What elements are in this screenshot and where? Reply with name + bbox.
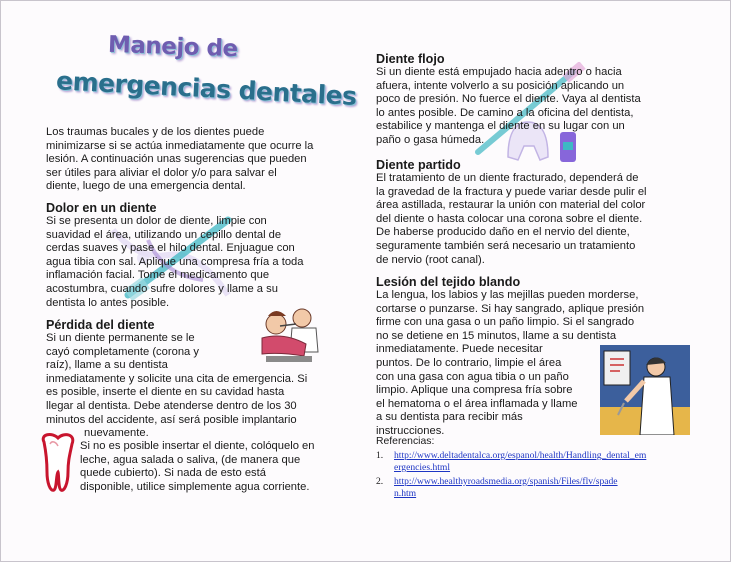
dolor-line: acostumbra, cuando sufre dolores y llame a su xyxy=(46,282,278,295)
partido-line: del diente o hasta colocar una corona sobre el diente. xyxy=(376,212,643,225)
intro-paragraph xyxy=(46,126,313,194)
dolor-line: suavidad el área, utilizando un cepillo dental de xyxy=(46,228,282,241)
intro-line: minimizarse si se actúa inmediatamente que ocurre la xyxy=(46,139,314,152)
perdida-line: nuevamente. xyxy=(84,427,149,439)
partido-line: De haberse producido daño en el nervio del diente, xyxy=(376,226,630,239)
reference-link-2[interactable]: http://www.healthyroadsmedia.org/spanish/Files/flv/spade xyxy=(394,476,618,487)
heading-flojo: Diente flojo xyxy=(376,52,445,66)
tejido-line: firme con una gasa o un paño limpio. Si el sangrado xyxy=(376,316,635,329)
perdida-line: inmediatamente y solicite una cita de emergencia. Si xyxy=(46,372,308,385)
dolor-paragraph xyxy=(46,215,303,310)
tejido-paragraph xyxy=(376,289,644,439)
tejido-line: el hematoma o el área inflamada y llame xyxy=(376,397,578,410)
perdida-paragraph-d xyxy=(80,440,314,494)
title-line-1: Manejo de xyxy=(107,31,239,63)
tooth-clipart-icon xyxy=(38,432,78,494)
references xyxy=(376,436,647,500)
flojo-line: estabilice y mantenga el diente en su lugar con un xyxy=(376,120,625,133)
flojo-paragraph xyxy=(376,66,641,148)
tejido-line: cortarse o punzarse. Si hay sangrado, aplique presión xyxy=(376,302,645,315)
dolor-line: cerdas suaves y pase el hilo dental. Enjuague con xyxy=(46,242,295,255)
flojo-line: afuera, intente volverlo a su posición aplicando un xyxy=(376,79,625,92)
intro-line: diente, luego de una emergencia dental. xyxy=(46,180,246,193)
tejido-line: instrucciones. xyxy=(376,424,445,437)
flojo-line: poco de presión. No fuerce el diente. Vaya al dentista xyxy=(376,93,641,106)
tejido-line: limpio. Aplique una compresa fría sobre xyxy=(376,384,573,397)
partido-line: la gravedad de la fractura y puede variar desde pulir el xyxy=(376,185,647,198)
reference-link-1-cont[interactable]: ergencies.html xyxy=(394,462,451,473)
perdida-line: raíz), llame a su dentista xyxy=(46,359,168,372)
partido-line: seguramente también será necesario un tratamiento xyxy=(376,239,636,252)
perdida-line: quede cubierto). Si nada de esto está xyxy=(80,467,266,480)
tejido-line: puntos. De lo contrario, limpie el área xyxy=(376,356,562,369)
heading-perdida: Pérdida del diente xyxy=(46,318,155,332)
dolor-line: Si se presenta un dolor de diente, limpie con xyxy=(46,215,267,227)
tejido-line: a su dentista para recibir más xyxy=(376,411,523,424)
tejido-line: no se detiene en 15 minutos, llame a su dentista xyxy=(376,329,617,342)
dolor-line: agua tibia con sal. Aplique una compresa fría a toda xyxy=(46,255,304,268)
perdida-line: es posible, inserte el diente en su cavidad hasta xyxy=(46,386,285,399)
flojo-line: Si un diente está empujado hacia adentro o hacia xyxy=(376,66,622,78)
reference-number: 1. xyxy=(376,450,384,461)
perdida-paragraph-c xyxy=(84,427,149,441)
tejido-line: inmediatamente. Puede necesitar xyxy=(376,343,543,356)
reference-link-1[interactable]: http://www.deltadentalca.org/espanol/health/Handling_dental_em xyxy=(394,450,647,461)
partido-line: El tratamiento de un diente fracturado, dependerá de xyxy=(376,172,639,184)
flojo-line: paño o gasa húmeda. xyxy=(376,133,485,146)
perdida-line: minutos del accidente, así será posible implantario xyxy=(46,413,297,426)
heading-partido: Diente partido xyxy=(376,158,461,172)
tejido-line: La lengua, los labios y las mejillas pueden morderse, xyxy=(376,289,639,301)
perdida-line: Si un diente permanente se le xyxy=(46,332,195,344)
heading-tejido: Lesión del tejido blando xyxy=(376,275,521,289)
reference-item xyxy=(376,476,618,500)
partido-paragraph xyxy=(376,172,647,267)
tejido-line: con una gasa con agua tibia o un paño xyxy=(376,370,569,383)
reference-link-2-cont[interactable]: n.htm xyxy=(394,488,417,499)
perdida-line: disponible, utilice simplemente agua corriente. xyxy=(80,480,310,493)
title-line-2: emergencias dentales xyxy=(55,66,358,111)
perdida-line: leche, agua salada o saliva, (de manera que xyxy=(80,453,301,466)
partido-line: área astillada, restaurar la unión con material del color xyxy=(376,199,646,212)
perdida-paragraph-a xyxy=(46,332,307,427)
dolor-line: inflamación facial. Tome el medicamento que xyxy=(46,269,270,282)
partido-line: de nervio (root canal). xyxy=(376,253,485,266)
reference-item xyxy=(376,450,647,474)
references-heading: Referencias: xyxy=(376,436,435,447)
intro-line: ser útiles para aliviar el dolor y/o para salvar el xyxy=(46,166,277,179)
heading-dolor: Dolor en un diente xyxy=(46,201,157,215)
perdida-line: Si no es posible insertar el diente, colóquelo en xyxy=(80,440,315,452)
perdida-line: cayó completamente (corona y xyxy=(46,345,199,358)
flojo-line: lo antes posible. De camino a la oficina del dentista, xyxy=(376,106,634,119)
perdida-line: llegar al dentista. Debe atenderse dentro de los 30 xyxy=(46,399,297,412)
intro-line: lesión. A continuación unas sugerencias que pueden xyxy=(46,153,307,166)
reference-number: 2. xyxy=(376,476,384,487)
intro-line: Los traumas bucales y de los dientes puede xyxy=(46,126,265,138)
dolor-line: dentista lo antes posible. xyxy=(46,296,170,309)
